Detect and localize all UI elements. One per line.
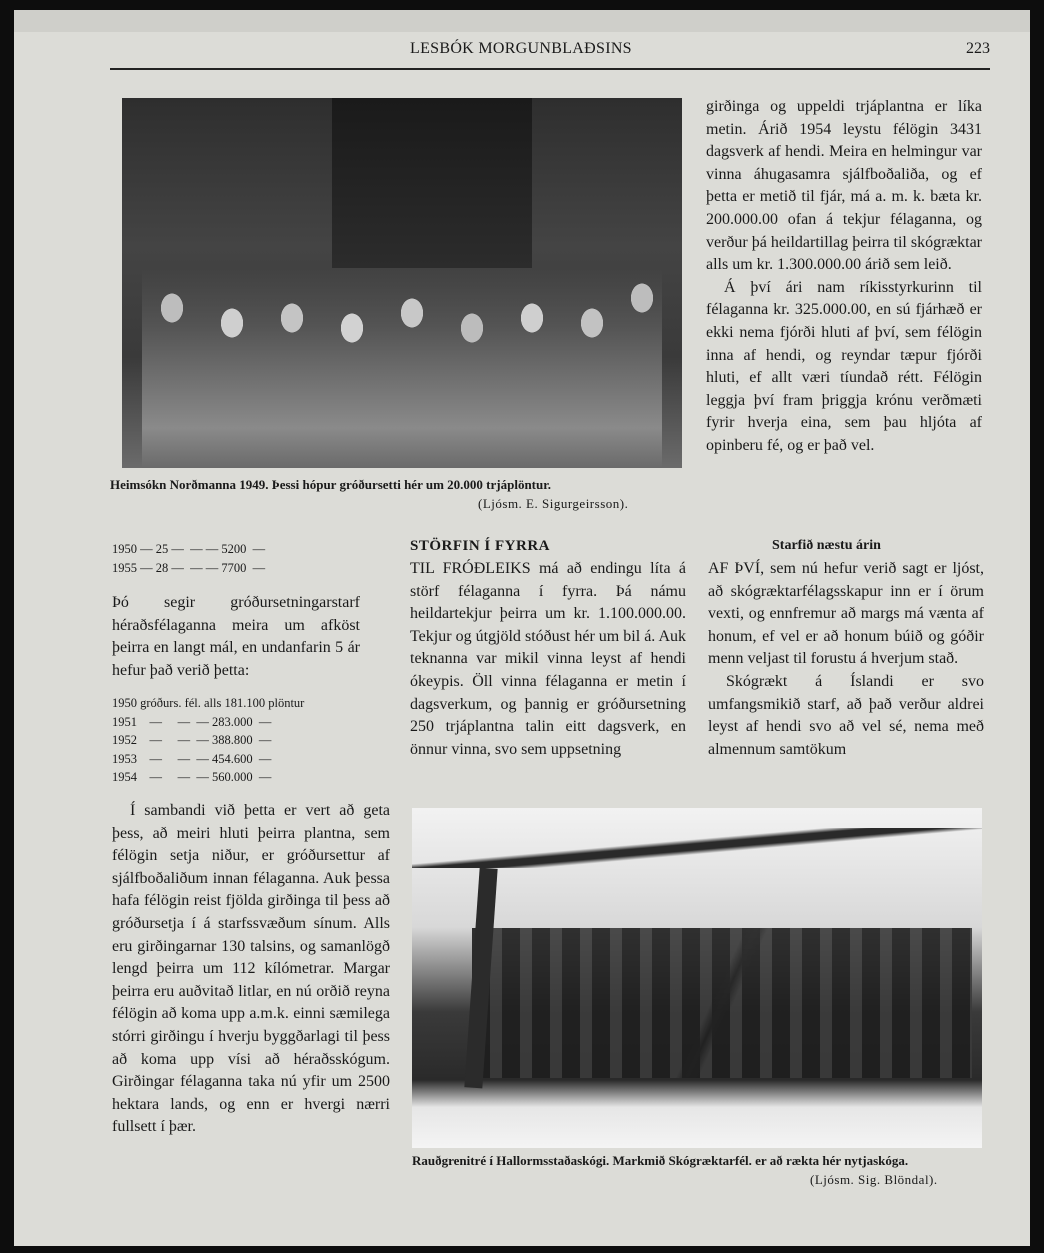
right-column-paragraph-1: AF ÞVÍ, sem nú hefur verið sagt er ljóst, að skógræktarfélagsskapur inn er í örum vexti, og ennfremur að margs má vænta af honum, ef vel er að honum búið og góðir menn veljast til forustu á hverjum stað. bbox=[708, 560, 984, 668]
right-top-paragraph-1: girðinga og uppeldi trjáplantna er líka metin. Árið 1954 leystu félögin 3431 dagsverk af hendi. Meira en helmingur var vinna áhugasamra sjálfboðaliða, og ef þetta er metið til fjár, má a. m. k. bæta kr. 200.000.00 ofan á tekjur félaganna, og verður þá heildartillag þeirra til skógræktar alls um kr. 1.300.000.00 árið sem leið. bbox=[706, 98, 982, 274]
right-top-column bbox=[706, 96, 982, 458]
stats-years bbox=[112, 694, 362, 787]
middle-heading: STÖRFIN Í FYRRA bbox=[410, 538, 551, 554]
left-paragraph-1 bbox=[112, 592, 360, 682]
right-top-paragraph-2: Á því ári nam ríkisstyrkurinn til félaganna kr. 325.000.00, en sú fjárhæð er ekki nema fjórði hluti af því, sem félögin inna af hendi, og reyndar tæpur fjórði hluti, ef allt væri tíundað rétt. Félögin leggja því fram þriggja krónu verðmæti fyrir hverja eina, sem þau hljóta af opinberu fé, og er það vel. bbox=[706, 278, 982, 454]
forest-photo bbox=[412, 808, 982, 1148]
forest-photo-credit: (Ljósm. Sig. Blöndal). bbox=[810, 1172, 938, 1187]
stats-year-row: 1953 — — — 454.600 — bbox=[112, 751, 272, 766]
forest-photo-caption-text: Rauðgrenitré í Hallormsstaðaskógi. Markmið Skógræktarfél. er að rækta hér nytjaskóga. bbox=[412, 1153, 909, 1168]
group-photo-caption bbox=[110, 476, 710, 494]
group-photo-credit: (Ljósm. E. Sigurgeirsson). bbox=[478, 496, 629, 511]
left-paragraph-2-text: Í sambandi við þetta er vert að geta þess, að meiri hluti þeirra plantna, sem félögin setja niður, er gróðursettur af sjálfboðaliðum innan félaganna. Auk þessa hafa félögin reist fjölda girðinga til þess að gróðursetja í á starfssvæðum sínum. Alls eru girðingarnar 130 talsins, og samanlögð lengd þeirra um 112 kílómetrar. Margar þeirra eru auðvitað litlar, en nú orðið reyna félögin að koma upp a.m.k. einni sæmilega stórri girðingu í hverju byggðarlagi til þess að koma upp vísi að héraðsskógum. Girðingar félaganna taka nú yfir um 2500 hektara lands, og enn er hvergi nærri fullsett í þær. bbox=[112, 802, 390, 1136]
right-column-paragraph-2: Skógrækt á Íslandi er svo umfangsmikið starf, að það verður aldrei leyst af hendi svo að vel sé, nema með almennum samtökum bbox=[708, 672, 984, 758]
photo-door bbox=[332, 98, 532, 268]
stats-top bbox=[112, 540, 362, 577]
publication-title: LESBÓK MORGUNBLAÐSINS bbox=[410, 40, 632, 57]
stats-year-row: 1951 — — — 283.000 — bbox=[112, 714, 272, 729]
photo-spruce-trees bbox=[472, 928, 972, 1078]
stats-top-row: 1950 — 25 — — — 5200 — bbox=[112, 542, 266, 556]
middle-column-text: TIL FRÓÐLEIKS má að endingu líta á störf félaganna í fyrra. Þá námu heildartekjur þeirra um kr. 1.100.000.00. Tekjur og útgjöld stóðust hér um bil á. Auk teknanna var mikil vinna leyst af hendi ókeypis. Öll vinna félaganna er metin í dagsverkum, og þannig er gróðursetning 250 trjáplantna talin eitt dagsverk, en önnur vinna, svo sem uppsetning bbox=[410, 560, 686, 758]
page-number: 223 bbox=[966, 40, 990, 57]
page-header bbox=[110, 38, 990, 70]
left-paragraph-2 bbox=[112, 800, 390, 1139]
left-paragraph-1-text: Þó segir gróðursetningarstarf héraðsfélaganna meira um afköst þeirra en langt mál, en undanfarin 5 ár hefur það verið þetta: bbox=[112, 594, 360, 679]
page-top-edge bbox=[14, 10, 1030, 32]
right-heading: Starfið næstu árin bbox=[772, 538, 881, 553]
group-photo-caption-text: Heimsókn Norðmanna 1949. Þessi hópur gróðursetti hér um 20.000 trjáplöntur. bbox=[110, 477, 552, 492]
photo-branch bbox=[412, 828, 982, 868]
stats-top-row: 1955 — 28 — — — 7700 — bbox=[112, 560, 266, 575]
stats-year-row: 1950 gróðurs. fél. alls 181.100 plöntur bbox=[112, 696, 305, 710]
stats-year-row: 1954 — — — 560.000 — bbox=[112, 770, 272, 784]
stats-year-row: 1952 — — — 388.800 — bbox=[112, 733, 272, 747]
group-photo bbox=[122, 98, 682, 468]
photo-crowd bbox=[142, 268, 662, 468]
middle-column bbox=[410, 558, 686, 761]
right-column bbox=[708, 558, 984, 761]
forest-photo-caption bbox=[412, 1152, 982, 1170]
